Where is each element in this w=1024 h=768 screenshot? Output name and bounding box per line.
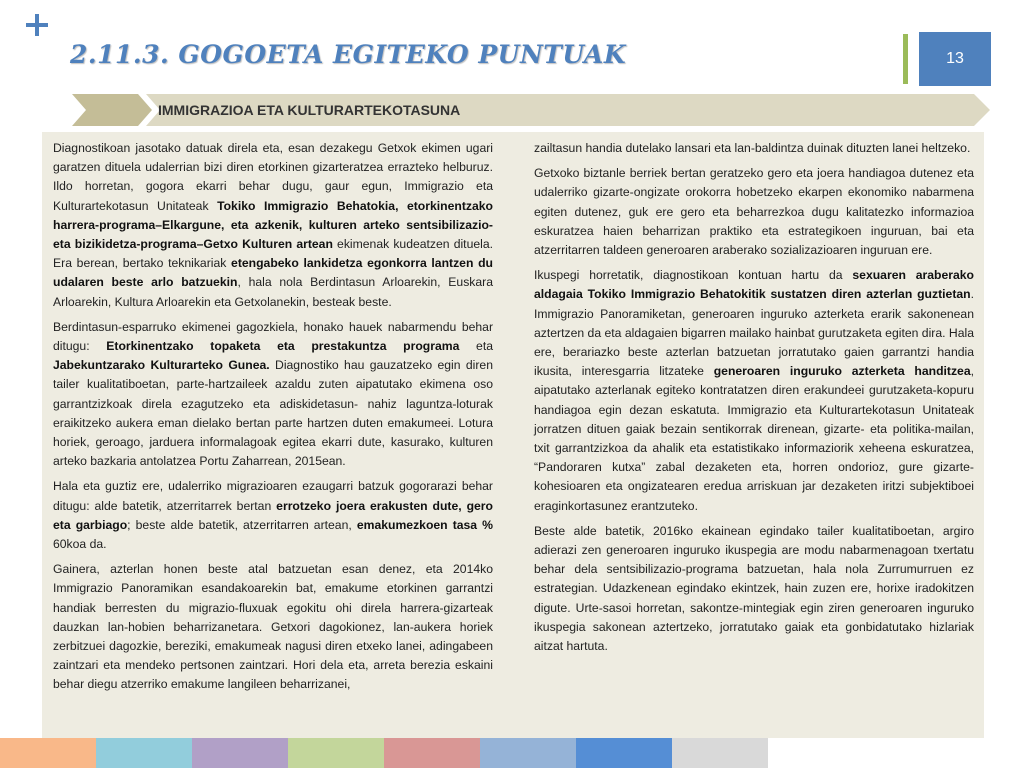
color-strip-segment <box>576 738 672 768</box>
paragraph <box>53 560 493 694</box>
left-column <box>53 139 493 738</box>
color-strip-footer <box>0 738 768 768</box>
color-strip-segment <box>480 738 576 768</box>
paragraph <box>53 139 493 312</box>
color-strip-segment <box>0 738 96 768</box>
text-run: ekimenak kudeatzen dituela. Era berean, bertako teknikariak <box>53 237 493 271</box>
paragraph <box>534 139 974 158</box>
page-number-box <box>919 32 991 86</box>
bold-text-run: Tokiko Immigrazio Behatokia, etorkinentzako harrera-programa–Elkargune, eta azkenik, kulturen arteko sentsibilizazio- eta bizikidetza-programa–Getxo Kulturen artean <box>53 198 493 252</box>
color-strip-segment <box>384 738 480 768</box>
color-strip-segment <box>288 738 384 768</box>
paragraph <box>534 266 974 516</box>
right-column <box>534 139 974 738</box>
bold-text-run: errotzeko joera erakusten dute, gero eta garbiago <box>53 498 493 532</box>
text-run: 60koa da. <box>53 537 107 552</box>
text-run: Hala eta guztiz ere, udalerriko migrazioaren ezaugarri batzuk gogorarazi behar ditugu: alde batetik, atzerritarrek bertan <box>53 479 493 513</box>
color-strip-segment <box>672 738 768 768</box>
text-run: Diagnostiko hau gauzatzeko egin diren tailer kualitatiboetan, parte-hartzaileek azaldu zuten aipatutako ekimena oso garrantzizkoak direla ezagutzeko eta adiskidetasun- nahiz laguntza-loturak eraikitzeko aukera eman dielako bertan parte hartzen duten emakumeei. Lotura horiek, geroago, jarduera informalagoak egitea ekarri dute, kasurako, kulturen arteko bazkaria antolatzea Portu Zaharrean, 2015ean. <box>53 358 493 469</box>
text-run: , hala nola Berdintasun Arloarekin, Euskara Arloarekin, Kultura Arloarekin eta Getxolanekin, besteak beste. <box>53 275 494 309</box>
text-run: Ikuspegi horretatik, diagnostikoan kontuan hartu da <box>534 268 853 283</box>
plus-icon <box>26 14 48 36</box>
color-strip-segment <box>96 738 192 768</box>
page-number: 13 <box>946 50 964 67</box>
paragraph <box>534 164 974 260</box>
color-strip-segment <box>192 738 288 768</box>
bold-text-run: generoaren inguruko azterketa handitzea <box>713 364 971 379</box>
section-banner <box>72 94 990 126</box>
bold-text-run: Jabekuntzarako Kulturarteko Gunea. <box>53 358 270 373</box>
text-run: Berdintasun-esparruko ekimenei gagozkiela, honako hauek nabarmendu behar ditugu: <box>53 319 493 354</box>
text-run: . Immigrazio Panoramiketan, generoaren inguruko azterketa erarik sakonenean aztertzen da eta aldagaien bigarren mailako hainbat gurutzaketa egiten dira. Hala ere, berariazko beste azterlan batzuetan jorratutako gaien garrantzi handia ikusita, interesgarria litzateke <box>534 287 974 379</box>
paragraph <box>53 318 493 472</box>
content-panel <box>42 132 984 738</box>
paragraph <box>534 522 974 656</box>
text-run: Gainera, azterlan honen beste atal batzuetan esan denez, eta 2014ko Immigrazio Panoramikan esandakoarekin bat, emakume etorkinen garrantzi handiak berresten du migrazio-fluxuak egokitu ohi direla harrera-gizarteak dauzkan lan-hobien beharrizanetara. Getxori dagokionez, lan-aukera horiek zerbitzuei dagozkie, bereziki, emakumeak nagusi diren etxeko lanei, adingabeen zaintzari eta mendeko pertsonen zaintzari. Hori dela eta, arreta berezia eskaini behar diegu atzerriko emakume langileen beharrizanei, <box>53 562 493 692</box>
text-run: zailtasun handia dutelako lansari eta lan-baldintza duinak dituzten lanei heltzeko. <box>534 141 971 155</box>
text-run: eta <box>459 339 493 354</box>
paragraph <box>53 477 493 554</box>
bold-text-run: sexuaren araberako aldagaia Tokiko Immigrazio Behatokitik sustatzen diren azterlan guztietan <box>534 268 974 302</box>
bold-text-run: Etorkinentzako topaketa eta prestakuntza programa <box>106 339 460 354</box>
text-run: , aipatutako azterlanak egiteko kontratatzen diren erakundeei gurutzaketa-kopuru handiagoa egin dezan eskatuta. Immigrazio eta Kulturartekotasun Unitateak jorratzen dituen gaiak bezain sentikorrak direnean, gizarte- eta politika-mailan, txit garrantzizkoa da ahalik eta estatistikako informaziorik xeheena eskuratzea, “Pandoraren kutxa” zabal dezaketen eta, horren ondorioz, gure gizarte-kohesioaren eta ongizatearen eredua arriskuan jar dezaketen iritzi subjektiboei eraginkortasunez erantzuteko. <box>534 364 974 513</box>
bold-text-run: etengabeko lankidetza egonkorra lantzen du udalaren beste arlo batzuekin <box>53 256 494 290</box>
section-banner-label: IMMIGRAZIOA ETA KULTURARTEKOTASUNA <box>158 102 461 118</box>
text-run: Diagnostikoan jasotako datuak direla eta, esan dezakegu Getxok ekimen ugari garatzen dituela udalerrian bizi diren etorkinen gizarteratzea errazteko helburuz. Ildo horretan, gogora ekarri behar dugu, gaur egun, Immigrazio eta Kulturartekotasun Unitateak <box>53 141 493 213</box>
text-run: Getxoko biztanle berriek bertan geratzeko gero eta joera handiagoa dutenez eta udalerriko gizarte-ongizate orokorra hobetzeko ekarpen ekonomiko nabarmena egiten dutenez, guk ere gero eta beharrezkoa dugu kalitatezko informazioa eskuratzea haien beharrizan praktiko eta estrategikoen inguruan, bai eta atzerritarren taldeen generoaren araberako sozializazioaren inguruan ere. <box>534 166 974 258</box>
text-run: ; beste alde batetik, atzerritarren artean, <box>127 517 357 532</box>
bold-text-run: emakumezkoen tasa % <box>356 517 494 532</box>
accent-divider <box>903 34 908 84</box>
page-title: 2.11.3. GOGOETA EGITEKO PUNTUAK <box>70 40 627 69</box>
text-run: Beste alde batetik, 2016ko ekainean egindako tailer kualitatiboetan, argiro adierazi zen generoaren inguruko ikuspegia are modu nabarmenagoan txertatu behar dela sentsibilizazio-programa batzuetan, hala nola Zurrumurruen ez estrategian. Udazkenean egindako ekintzek, hain zuzen ere, horixe iradokitzen digute. Urte-sasoi horretan, sakontze-mintegiak egin ziren generoaren inguruko ikuspegia sakonean aztertzeko, jorratutako gaiak eta gonbidatutako hizlariak aitzat hartuta. <box>534 523 974 654</box>
